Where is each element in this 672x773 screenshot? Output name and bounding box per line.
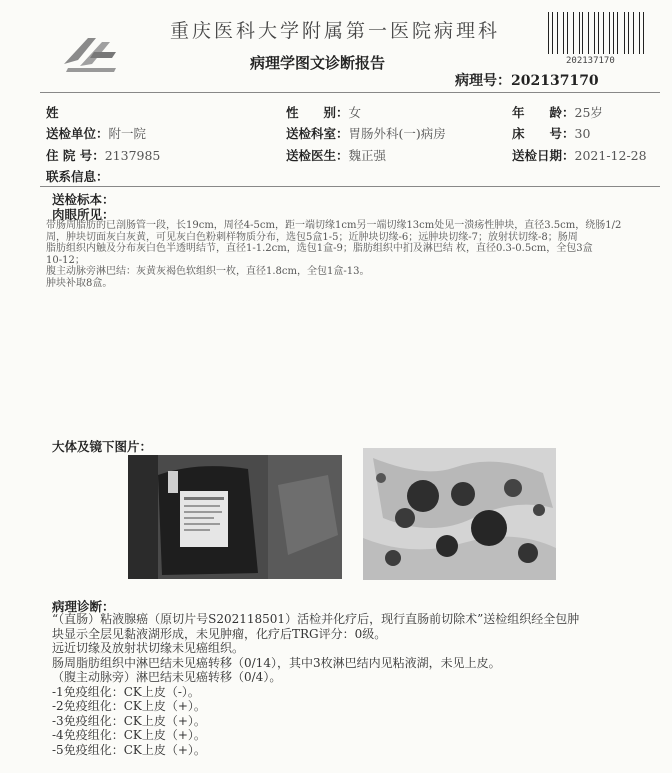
diagnosis-line: “（直肠）粘液腺癌（原切片号S202118501）活检并化疗后，现行直肠前切除术”送检组织经全包肿 (52, 612, 580, 626)
barcode-stripe (575, 12, 576, 54)
contact-label: 联系信息： (46, 169, 109, 184)
gross-line: 腹主动脉旁淋巴结：灰黄灰褐色软组织一枚，直径1.8cm，全包1盒-13。 (46, 266, 370, 277)
unit-label: 送检单位： (46, 126, 109, 141)
bed-label: 床 号： (512, 126, 575, 141)
barcode-stripe (631, 12, 632, 54)
name-field (46, 103, 59, 121)
diagnosis-line: （腹主动脉旁）淋巴结未见癌转移（0/4）。 (52, 670, 282, 684)
unit-field (46, 124, 146, 142)
specimen-bag-image (128, 455, 342, 579)
contact-field (46, 167, 109, 185)
gross-line: 肿块补取8盒。 (46, 277, 113, 289)
diagnosis-line: 肠周脂肪组织中淋巴结未见癌转移（0/14），其中3枚淋巴结内见粘液湖，未见上皮。 (52, 655, 501, 670)
barcode (548, 12, 648, 54)
unit-value: 附一院 (108, 126, 147, 141)
images-label: 大体及镜下图片： (52, 439, 153, 454)
inpatient-field (46, 146, 160, 164)
ihc-line: -5免疫组化：CK上皮（+）。 (52, 742, 206, 757)
pathology-number-label: 病理号： (455, 73, 511, 89)
barcode-stripe (582, 12, 583, 54)
barcode-stripe (633, 12, 634, 54)
gross-line: 周，肿块切面灰白灰黄，可见灰白色粉刺样物质分布，选包5盒1-5；近肿块切缘-6；远肿块切缘-7；放射状切缘-8；肠周 (46, 231, 578, 243)
dept-label: 送检科室： (286, 126, 349, 141)
diagnosis-label: 病理诊断： (52, 599, 115, 614)
barcode-stripe (610, 12, 611, 54)
diagnosis-line: 块显示全层见黏液湖形成，未见肿瘤，化疗后TRG评分：0级。 (52, 626, 387, 641)
inpatient-label: 住 院 号： (46, 148, 105, 163)
barcode-stripe (555, 12, 556, 54)
doctor-value: 魏正强 (348, 148, 387, 163)
gross-specimen-photo (128, 455, 342, 579)
barcode-stripe (646, 12, 647, 54)
age-field (512, 103, 603, 121)
specimen-label: 送检标本： (52, 192, 115, 207)
barcode-stripe (548, 12, 549, 54)
report-title: 病理学图文诊断报告 (250, 54, 386, 72)
barcode-stripe (601, 12, 602, 54)
age-value: 25岁 (574, 105, 603, 120)
gross-line: 带肠周脂肪的已剖肠管一段，长19cm，周径4-5cm，距一端切缘1cm另一端切缘13cm处见一溃疡性肿块，直径3.5cm，绕肠1/2 (46, 220, 622, 231)
bed-field (512, 124, 590, 142)
dept-field (286, 124, 446, 142)
doctor-label: 送检医生： (286, 148, 349, 163)
hospital-logo-icon (58, 30, 122, 74)
sex-field (286, 103, 361, 121)
header-divider (40, 92, 660, 93)
info-divider (40, 186, 660, 187)
pathology-number-value: 202137170 (511, 73, 599, 89)
inpatient-value: 2137985 (104, 148, 161, 163)
hospital-name: 重庆医科大学附属第一医院病理科 (170, 20, 501, 42)
barcode-stripe (560, 12, 561, 54)
barcode-stripe (563, 12, 564, 54)
ihc-line: -1免疫组化：CK上皮（-）。 (52, 684, 200, 699)
barcode-stripe (624, 12, 625, 54)
bed-value: 30 (574, 126, 591, 141)
gross-description (46, 220, 662, 289)
date-value: 2021-12-28 (574, 148, 647, 163)
ihc-line: -3免疫组化：CK上皮（+）。 (52, 713, 206, 728)
dept-value: 胃肠外科(一)病房 (348, 126, 446, 141)
barcode-stripe (567, 12, 568, 54)
date-field (512, 146, 647, 164)
barcode-stripe (617, 12, 618, 54)
doctor-field (286, 146, 386, 164)
sex-value: 女 (348, 105, 362, 120)
sex-label: 性 别： (286, 105, 349, 120)
gross-line: 10-12； (46, 254, 85, 266)
age-label: 年 龄： (512, 105, 575, 120)
barcode-number: 202137170 (566, 56, 615, 66)
barcode-stripe (640, 12, 641, 54)
ihc-line: -2免疫组化：CK上皮（+）。 (52, 699, 206, 713)
date-label: 送检日期： (512, 148, 575, 163)
gross-label: 肉眼所见： (52, 207, 115, 222)
barcode-stripe (594, 12, 595, 54)
barcode-stripe (586, 12, 587, 54)
pathology-number (455, 70, 599, 90)
diagnosis-line: 远近切缘及放射状切缘未见癌组织。 (52, 641, 245, 655)
barcode-stripe (603, 12, 604, 54)
name-label: 姓 (46, 105, 59, 120)
histology-image (363, 448, 556, 580)
diagnosis-text (52, 612, 662, 757)
microscopy-photo (363, 448, 556, 580)
gross-line: 脂肪组织内触及分布灰白色半透明结节，直径1-1.2cm，选包1盒-9；脂肪组织中扪及淋巴结 枚，直径0.3-0.5cm，全包3盒 (46, 243, 593, 254)
ihc-line: -4免疫组化：CK上皮（+）。 (52, 728, 206, 742)
